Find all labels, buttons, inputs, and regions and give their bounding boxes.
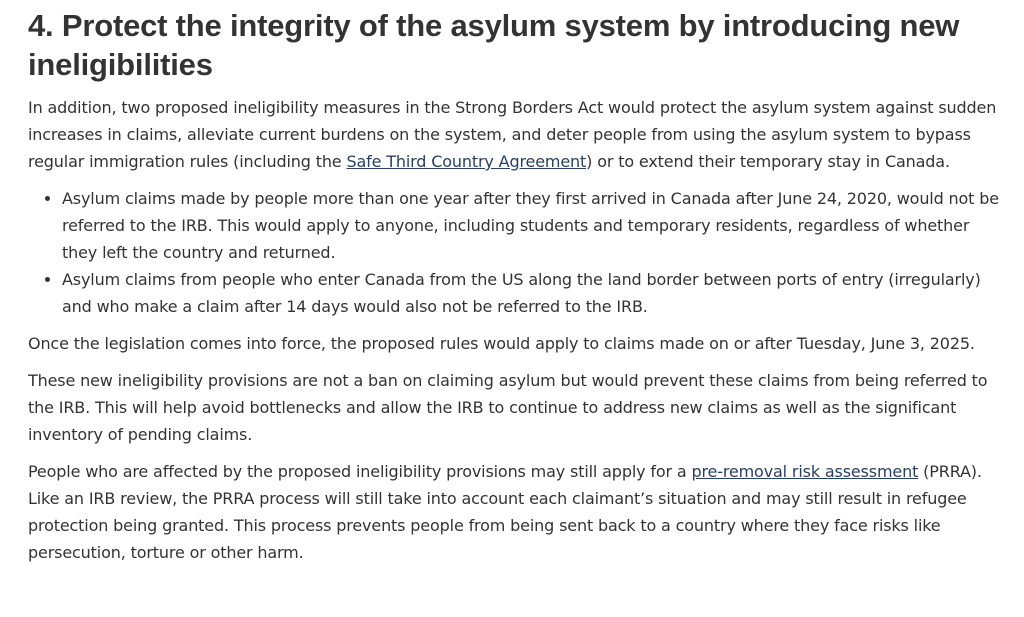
- intro-text-after-link: ) or to extend their temporary stay in Canada.: [586, 152, 950, 171]
- prra-text-after-link: (PRRA). Like an IRB review, the PRRA process will still take into account each claimant’s situation and may still result in refugee protection being granted. This process prevents people from being sent back to a country where they face risks like persecution, torture or other harm.: [28, 462, 982, 562]
- prra-text-before-link: People who are affected by the proposed ineligibility provisions may still apply for a: [28, 462, 692, 481]
- ineligibility-list: [28, 185, 1004, 320]
- coming-into-force-paragraph: Once the legislation comes into force, the proposed rules would apply to claims made on or after Tuesday, June 3, 2025.: [28, 334, 975, 353]
- pre-removal-risk-assessment-link[interactable]: pre-removal risk assessment: [691, 462, 919, 481]
- list-item: • Asylum claims from people who enter Canada from the US along the land border between ports of entry (irregularly) and who make a claim after 14 days would also not be referred to the IRB.: [62, 266, 1004, 320]
- safe-third-country-agreement-link[interactable]: Safe Third Country Agreement: [346, 152, 587, 171]
- prra-paragraph: [28, 458, 1004, 566]
- intro-paragraph: [28, 94, 1004, 175]
- intro-text-before-link: In addition, two proposed ineligibility measures in the Strong Borders Act would protect the asylum system against sudden increases in claims, alleviate current burdens on the system, and deter people from using the asylum system to bypass regular immigration rules (including the: [28, 98, 997, 171]
- not-a-ban-paragraph: These new ineligibility provisions are not a ban on claiming asylum but would prevent these claims from being referred to the IRB. This will help avoid bottlenecks and allow the IRB to continue to address new claims as well as the significant inventory of pending claims.: [28, 371, 988, 444]
- section-heading: 4. Protect the integrity of the asylum system by introducing new ineligibilities: [28, 8, 960, 82]
- list-item: • Asylum claims made by people more than one year after they first arrived in Canada after June 24, 2020, would not be referred to the IRB. This would apply to anyone, including students and temporary residents, regardless of whether they left the country and returned.: [62, 185, 1004, 266]
